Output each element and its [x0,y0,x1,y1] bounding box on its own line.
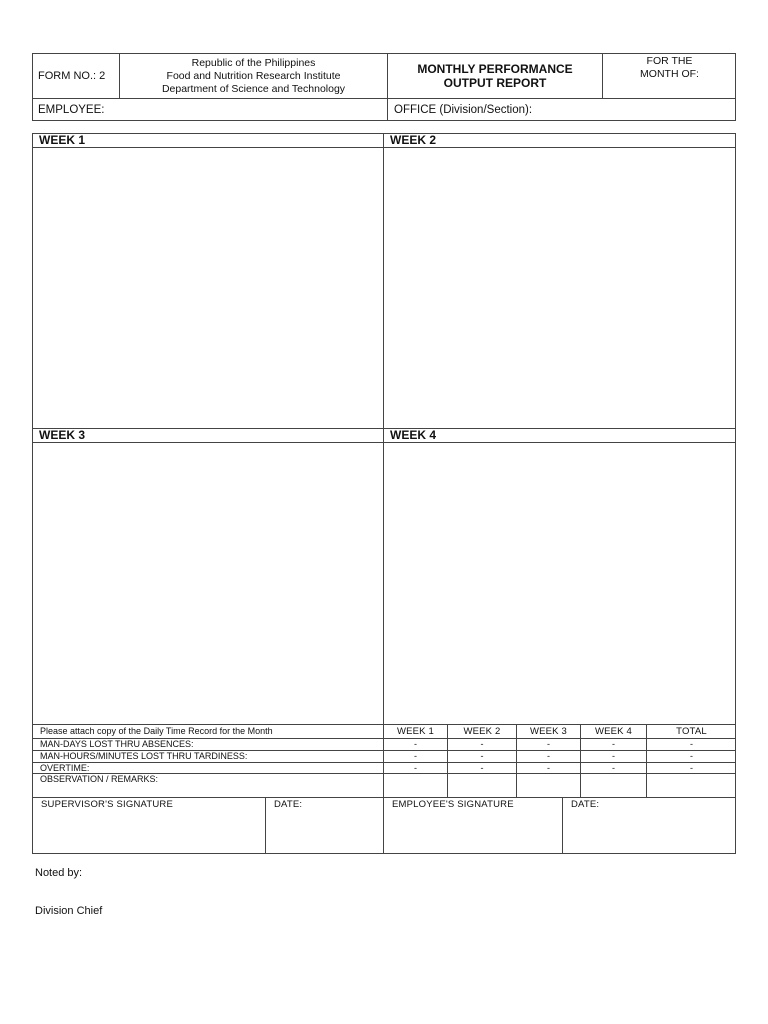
week-3-label: WEEK 3 [39,428,86,442]
form-title-line-2: OUTPUT REPORT [443,76,547,90]
org-line-3: Department of Science and Technology [161,82,346,95]
row-overtime-week-2[interactable]: - [480,763,484,773]
supervisor-date-label: DATE: [274,799,303,810]
org-line-1: Republic of the Philippines [191,56,316,69]
row-tardiness-week-3[interactable]: - [547,751,550,761]
employee-signature-label: EMPLOYEE'S SIGNATURE [392,799,514,810]
employee-field[interactable] [32,99,388,121]
employee-date-label: DATE: [571,799,600,810]
col-total: TOTAL [676,726,707,737]
remarks-field[interactable] [33,774,383,797]
form-title-line-1: MONTHLY PERFORMANCE [417,62,573,76]
month-line-1: FOR THE [646,55,693,67]
week-1-label: WEEK 1 [39,133,86,147]
employee-label: EMPLOYEE: [38,104,105,116]
row-absences-total[interactable]: - [690,739,693,749]
row-overtime-label: OVERTIME: [40,763,90,773]
employee-signature-field[interactable] [384,798,562,853]
week-3-area[interactable] [33,443,383,724]
title-cell [388,53,603,99]
col-week-4: WEEK 4 [594,726,633,737]
supervisor-signature-field[interactable] [33,798,265,853]
col-week-1: WEEK 1 [396,726,435,737]
col-week-3: WEEK 3 [529,726,568,737]
office-label: OFFICE (Division/Section): [394,104,533,116]
org-cell [120,53,388,99]
row-tardiness-label: MAN-HOURS/MINUTES LOST THRU TARDINESS: [40,751,248,761]
col-week-2: WEEK 2 [463,726,501,737]
row-tardiness-total[interactable]: - [690,751,693,761]
row-overtime-week-1[interactable]: - [414,763,417,773]
noted-by: Noted by: [35,867,83,879]
employee-date-field[interactable] [563,798,735,853]
week-4-label: WEEK 4 [390,428,437,442]
row-absences-week-4[interactable]: - [612,739,615,749]
row-absences-label: MAN-DAYS LOST THRU ABSENCES: [40,739,194,749]
week-2-label: WEEK 2 [390,133,437,147]
month-cell [603,53,736,83]
week-4-area[interactable] [384,443,735,724]
form-no-label: FORM NO.: 2 [38,70,106,82]
row-absences-week-1[interactable]: - [414,739,417,749]
form-no-cell [32,53,120,99]
month-line-2: MONTH OF: [640,68,699,80]
org-line-2: Food and Nutrition Research Institute [166,69,341,82]
row-tardiness-week-4[interactable]: - [612,751,615,761]
row-absences-week-3[interactable]: - [547,739,550,749]
supervisor-date-field[interactable] [266,798,383,853]
supervisor-signature-label: SUPERVISOR'S SIGNATURE [41,799,174,810]
division-chief: Division Chief [35,905,103,917]
dtr-note: Please attach copy of the Daily Time Record for the Month [40,726,273,736]
week-2-area[interactable] [384,148,735,428]
row-tardiness-week-1[interactable]: - [414,751,417,761]
week-1-area[interactable] [33,148,383,428]
row-overtime-total[interactable]: - [690,763,693,773]
row-absences-week-2[interactable]: - [480,739,484,749]
office-field[interactable] [388,99,736,121]
row-tardiness-week-2[interactable]: - [480,751,484,761]
remarks-label: OBSERVATION / REMARKS: [40,774,159,784]
row-overtime-week-3[interactable]: - [547,763,550,773]
row-overtime-week-4[interactable]: - [612,763,615,773]
